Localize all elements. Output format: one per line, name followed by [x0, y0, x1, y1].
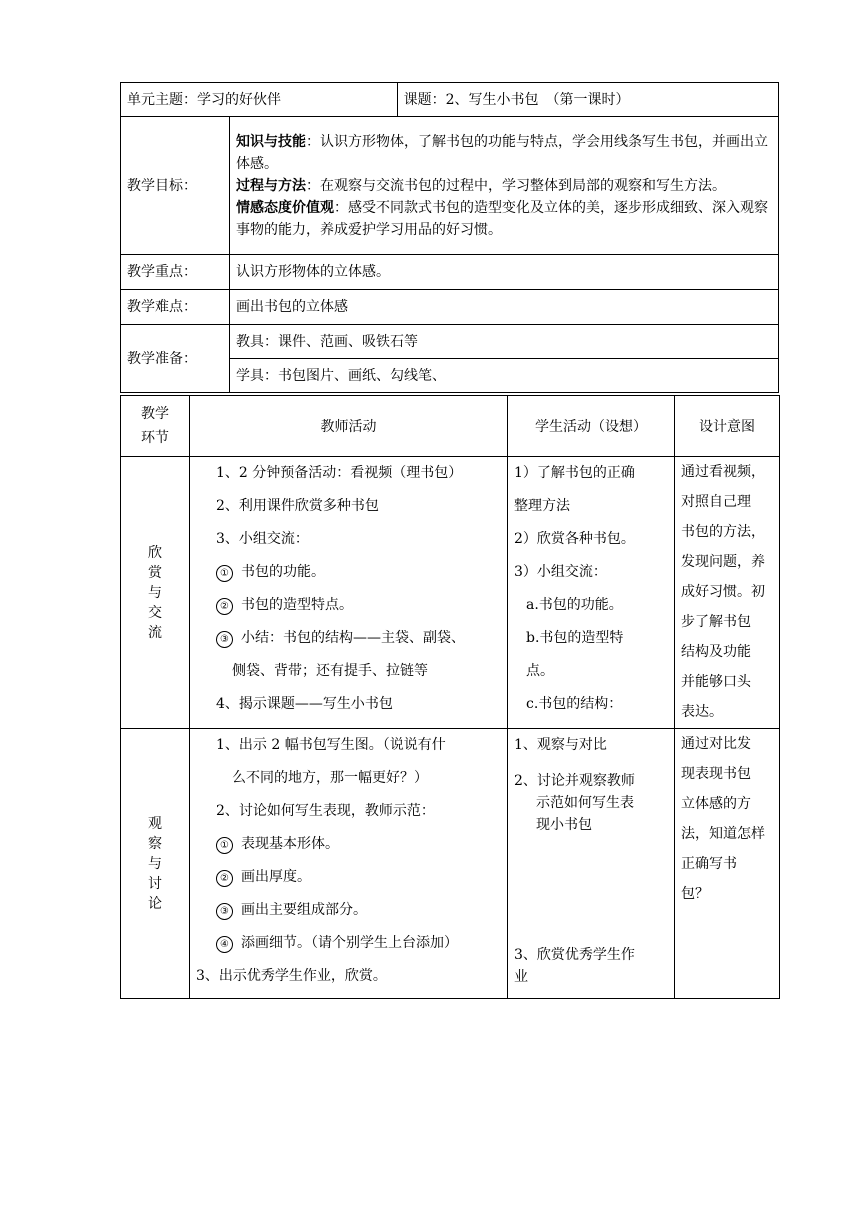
student-line: c.书包的结构： — [526, 696, 623, 712]
stage-cell — [121, 729, 190, 999]
circled-number: ③ — [216, 903, 233, 920]
teacher-line: 3、出示优秀学生作业，欣赏。 — [196, 968, 387, 984]
unit-theme: 单元主题：学习的好伙伴 — [121, 83, 398, 117]
student-line: 业 — [514, 969, 528, 985]
teacher-activity-cell — [190, 729, 508, 999]
teacher-line: 么不同的地方，那一幅更好？） — [232, 770, 428, 786]
teacher-line: 画出厚度。 — [241, 869, 311, 885]
teacher-line: 2、利用课件欣赏多种书包 — [216, 498, 379, 514]
stage-char: 论 — [148, 895, 162, 912]
student-line: 1、观察与对比 — [514, 737, 607, 753]
circled-number: ③ — [216, 631, 233, 648]
circled-number: ① — [216, 837, 233, 854]
objective-text: ：认识方形物体，了解书包的功能与特点，学会用线条写生书包，并画出立体感。 — [236, 133, 768, 172]
objectives-label: 教学目标： — [121, 117, 230, 255]
intent-line: 现表现书包 — [681, 766, 751, 782]
objective-title: 知识与技能 — [236, 133, 306, 150]
circled-number: ① — [216, 565, 233, 582]
student-line: 现小书包 — [536, 817, 592, 833]
intent-line: 通过看视频， — [681, 464, 765, 480]
student-line: 整理方法 — [514, 498, 570, 514]
intent-line: 正确写书 — [681, 856, 737, 872]
objectives-content — [230, 117, 779, 255]
teacher-line: 书包的造型特点。 — [241, 597, 353, 613]
stage-char: 察 — [148, 835, 162, 852]
student-line: 2、讨论并观察教师 — [514, 773, 635, 789]
student-line: 3、欣赏优秀学生作 — [514, 947, 635, 963]
stage-header — [121, 396, 190, 457]
key-point-text: 认识方形物体的立体感。 — [230, 255, 779, 290]
lesson-title: 课题：2、写生小书包 （第一课时） — [397, 83, 778, 117]
teacher-line: 4、揭示课题——写生小书包 — [216, 696, 393, 712]
student-activity-cell — [508, 729, 675, 999]
preparation-teacher: 教具：课件、范画、吸铁石等 — [230, 325, 779, 359]
objective-title: 情感态度价值观 — [236, 199, 334, 216]
teacher-line: 3、小组交流： — [216, 531, 309, 547]
intent-cell — [675, 729, 780, 999]
teacher-activity-cell — [190, 457, 508, 729]
intent-line: 发现问题，养 — [681, 554, 765, 570]
teacher-line: 表现基本形体。 — [241, 836, 339, 852]
intent-header: 设计意图 — [675, 396, 780, 457]
student-line: b.书包的造型特 — [526, 630, 624, 646]
intent-line: 法，知道怎样 — [681, 826, 765, 842]
student-line: a.书包的功能。 — [526, 597, 623, 613]
teacher-line: 2、讨论如何写生表现，教师示范： — [216, 803, 435, 819]
stage-char: 赏 — [148, 564, 162, 581]
student-line: 3）小组交流： — [514, 564, 607, 580]
intent-line: 立体感的方 — [681, 796, 751, 812]
teacher-line: 侧袋、背带；还有提手、拉链等 — [232, 663, 428, 679]
stage-header-line: 教学 — [141, 406, 169, 422]
teacher-line: 书包的功能。 — [241, 564, 325, 580]
lesson-info-table — [120, 82, 779, 393]
stage-char: 流 — [148, 624, 162, 641]
teacher-line: 添画细节。（请个别学生上台添加） — [241, 935, 458, 951]
preparation-label: 教学准备： — [121, 325, 230, 393]
student-line: 1）了解书包的正确 — [514, 465, 635, 481]
preparation-student: 学具：书包图片、画纸、勾线笔、 — [230, 359, 779, 393]
difficulty-label: 教学难点： — [121, 290, 230, 325]
objective-text: ：在观察与交流书包的过程中，学习整体到局部的观察和写生方法。 — [306, 177, 726, 194]
intent-line: 成好习惯。初 — [681, 584, 765, 600]
teacher-header: 教师活动 — [190, 396, 508, 457]
intent-line: 表达。 — [681, 704, 723, 720]
teacher-line: 1、出示 2 幅书包写生图。（说说有什 — [216, 737, 446, 753]
student-header: 学生活动（设想） — [508, 396, 675, 457]
objective-title: 过程与方法 — [236, 177, 306, 194]
student-activity-cell — [508, 457, 675, 729]
objective-text: ：感受不同款式书包的造型变化及立体的美，逐步形成细致、深入观察事物的能力，养成爱护学习用品的好习惯。 — [236, 199, 768, 238]
intent-line: 并能够口头 — [681, 674, 751, 690]
intent-line: 书包的方法， — [681, 524, 765, 540]
intent-cell — [675, 457, 780, 729]
stage-char: 观 — [148, 815, 162, 832]
student-line: 2）欣赏各种书包。 — [514, 531, 635, 547]
teacher-line: 小结：书包的结构——主袋、副袋、 — [241, 630, 465, 646]
stage-char: 与 — [148, 855, 162, 872]
stage-char: 讨 — [148, 875, 162, 892]
intent-line: 包？ — [681, 886, 709, 902]
intent-line: 结构及功能 — [681, 644, 751, 660]
intent-line: 步了解书包 — [681, 614, 751, 630]
stage-char: 欣 — [148, 544, 162, 561]
stage-char: 交 — [148, 604, 162, 621]
student-line: 示范如何写生表 — [536, 795, 634, 811]
student-line: 点。 — [526, 663, 554, 679]
activities-table — [120, 395, 780, 999]
teacher-line: 1、2 分钟预备活动：看视频（理书包） — [216, 465, 463, 481]
key-point-label: 教学重点： — [121, 255, 230, 290]
stage-header-line: 环节 — [141, 430, 169, 446]
circled-number: ④ — [216, 936, 233, 953]
teacher-line: 画出主要组成部分。 — [241, 902, 367, 918]
stage-char: 与 — [148, 584, 162, 601]
difficulty-text: 画出书包的立体感 — [230, 290, 779, 325]
intent-line: 通过对比发 — [681, 736, 751, 752]
intent-line: 对照自己理 — [681, 494, 751, 510]
circled-number: ② — [216, 870, 233, 887]
stage-cell — [121, 457, 190, 729]
circled-number: ② — [216, 598, 233, 615]
